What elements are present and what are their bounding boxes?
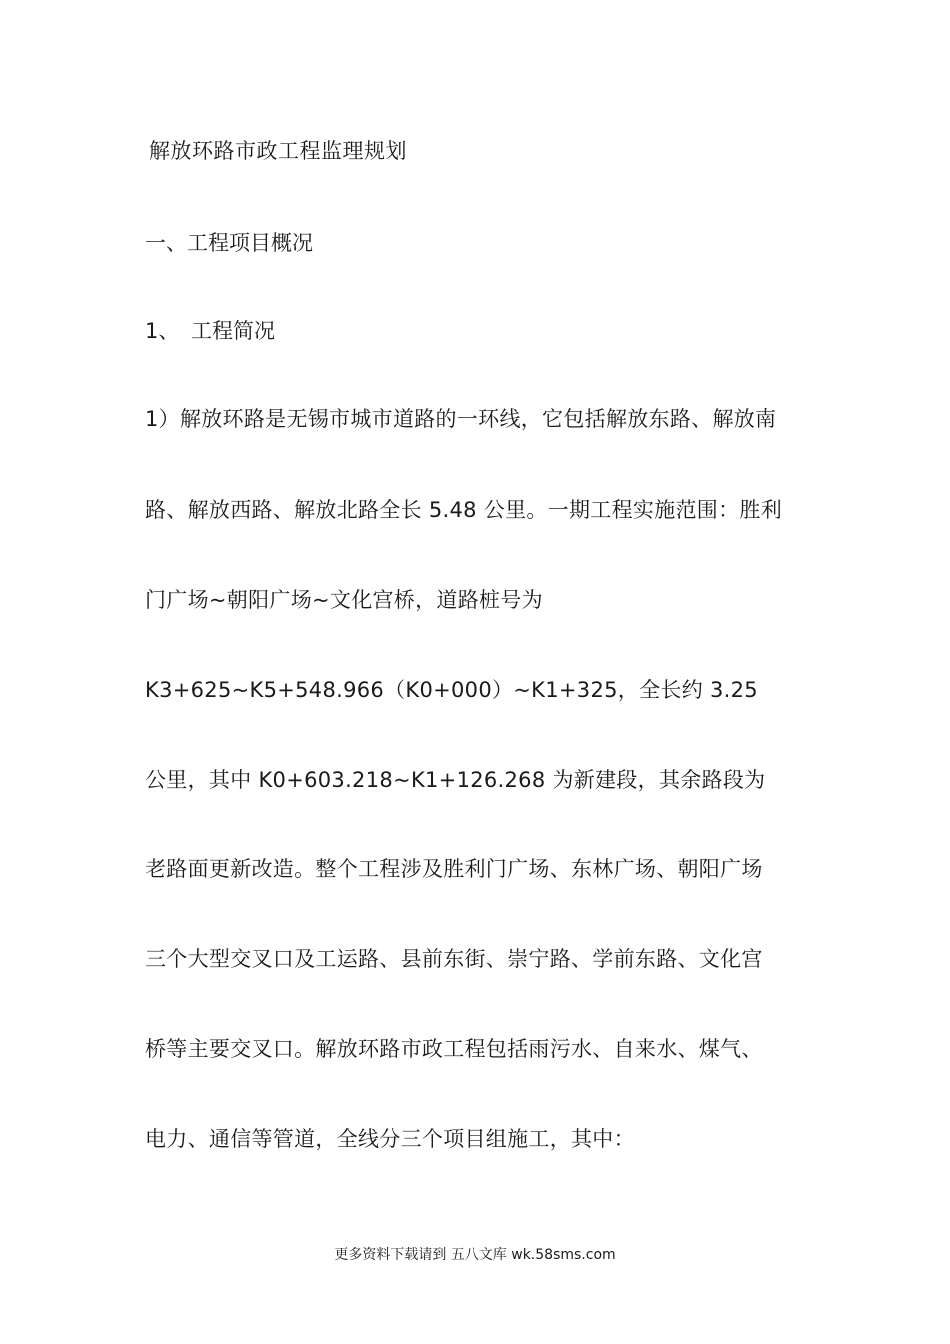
section-heading: 一、工程项目概况 <box>145 231 313 255</box>
paragraph-line: 路、解放西路、解放北路全长 5.48 公里。一期工程实施范围：胜利 <box>145 498 783 522</box>
subsection-heading <box>145 315 275 345</box>
subsection-number: 1、 <box>145 319 180 343</box>
paragraph-line: 公里，其中 K0+603.218~K1+126.268 为新建段，其余路段为 <box>145 768 766 792</box>
subsection-label: 工程简况 <box>191 319 275 343</box>
paragraph-line: 1）解放环路是无锡市城市道路的一环线，它包括解放东路、解放南 <box>145 407 777 431</box>
document-title: 解放环路市政工程监理规划 <box>149 139 407 163</box>
paragraph-line: K3+625~K5+548.966（K0+000）~K1+325，全长约 3.25 <box>145 678 758 702</box>
paragraph-line: 电力、通信等管道，全线分三个项目组施工，其中： <box>145 1127 635 1151</box>
footer-link[interactable]: 更多资料下载请到 五八文库 wk.58sms.com <box>334 1247 616 1263</box>
paragraph-line: 老路面更新改造。整个工程涉及胜利门广场、东林广场、朝阳广场 <box>145 857 763 881</box>
paragraph-line: 门广场~朝阳广场~文化宫桥，道路桩号为 <box>145 588 543 612</box>
paragraph-line: 桥等主要交叉口。解放环路市政工程包括雨污水、自来水、煤气、 <box>145 1037 763 1061</box>
paragraph-line: 三个大型交叉口及工运路、县前东街、崇宁路、学前东路、文化宫 <box>145 947 763 971</box>
